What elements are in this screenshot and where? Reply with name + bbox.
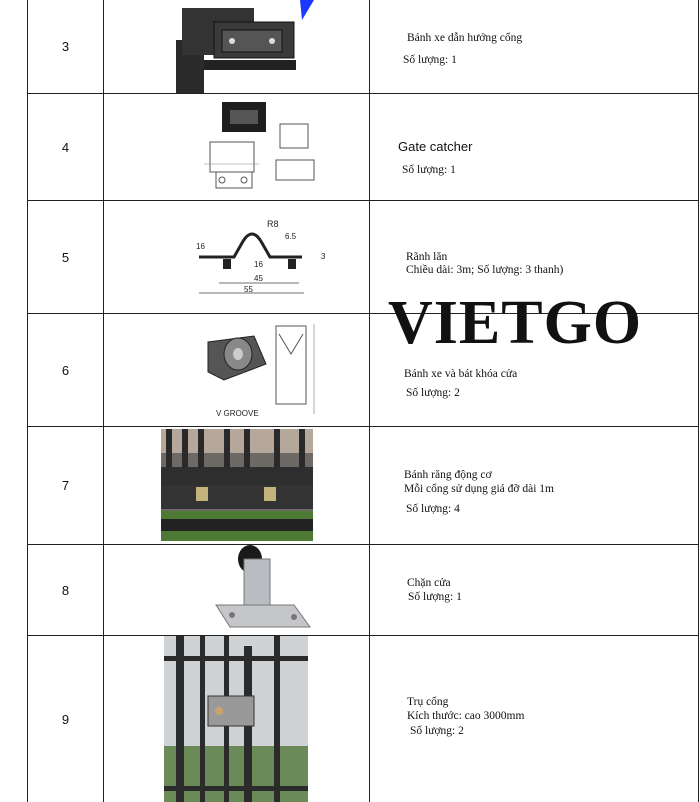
item-name: Bánh răng động cơ [404, 469, 492, 481]
row-number: 7 [28, 427, 104, 544]
dimension-label: 55 [244, 285, 253, 294]
door-stopper-image [104, 545, 370, 635]
row-number: 9 [28, 636, 104, 802]
item-spec: Chiều dài: 3m; Số lượng: 3 thanh) [406, 264, 564, 276]
table-row [28, 636, 699, 802]
row-description [370, 545, 699, 635]
dimension-label: 45 [254, 274, 263, 283]
gate-guide-wheel-image [104, 0, 370, 93]
item-name: Gate catcher [398, 139, 473, 154]
dimension-label: 3 [321, 252, 326, 261]
dimension-label: R8 [267, 219, 279, 229]
wheel-and-lock-bracket-image [104, 314, 370, 426]
item-spec: Mỗi cổng sử dụng giá đỡ dài 1m [404, 483, 554, 495]
item-quantity: Số lượng: 1 [408, 591, 462, 603]
dimension-label: 16 [196, 242, 205, 251]
track-rail-drawing [104, 201, 370, 313]
row-number: 8 [28, 545, 104, 635]
item-name: Bánh xe dẫn hướng cổng [407, 32, 523, 44]
item-name: Chặn cửa [407, 577, 451, 589]
item-quantity: Số lượng: 1 [402, 164, 456, 176]
row-number: 5 [28, 201, 104, 313]
item-name: Bánh xe và bát khóa cửa [404, 368, 518, 380]
item-name: Rãnh lăn [406, 251, 448, 263]
row-description [370, 0, 699, 93]
item-name: Trụ cổng [407, 696, 449, 708]
table-row [28, 427, 699, 545]
dimension-label: 16 [254, 260, 263, 269]
vietgo-watermark: VIETGO [388, 289, 643, 357]
product-table [27, 0, 699, 802]
gate-catcher-image [104, 94, 370, 200]
row-description [370, 94, 699, 200]
row-description [370, 636, 699, 802]
item-quantity: Số lượng: 4 [406, 503, 460, 515]
table-row [28, 0, 699, 94]
row-number: 6 [28, 314, 104, 426]
row-number: 3 [28, 0, 104, 93]
item-spec: Kích thước: cao 3000mm [407, 710, 525, 722]
row-number: 4 [28, 94, 104, 200]
row-description [370, 427, 699, 544]
motor-gear-rack-photo [104, 427, 370, 544]
table-row [28, 94, 699, 201]
item-quantity: Số lượng: 1 [403, 54, 457, 66]
drawing-label: V GROOVE [216, 409, 259, 418]
item-quantity: Số lượng: 2 [410, 725, 464, 737]
dimension-label: 6.5 [285, 232, 297, 241]
table-row [28, 545, 699, 636]
gate-post-photo [104, 636, 370, 802]
item-quantity: Số lượng: 2 [406, 387, 460, 399]
